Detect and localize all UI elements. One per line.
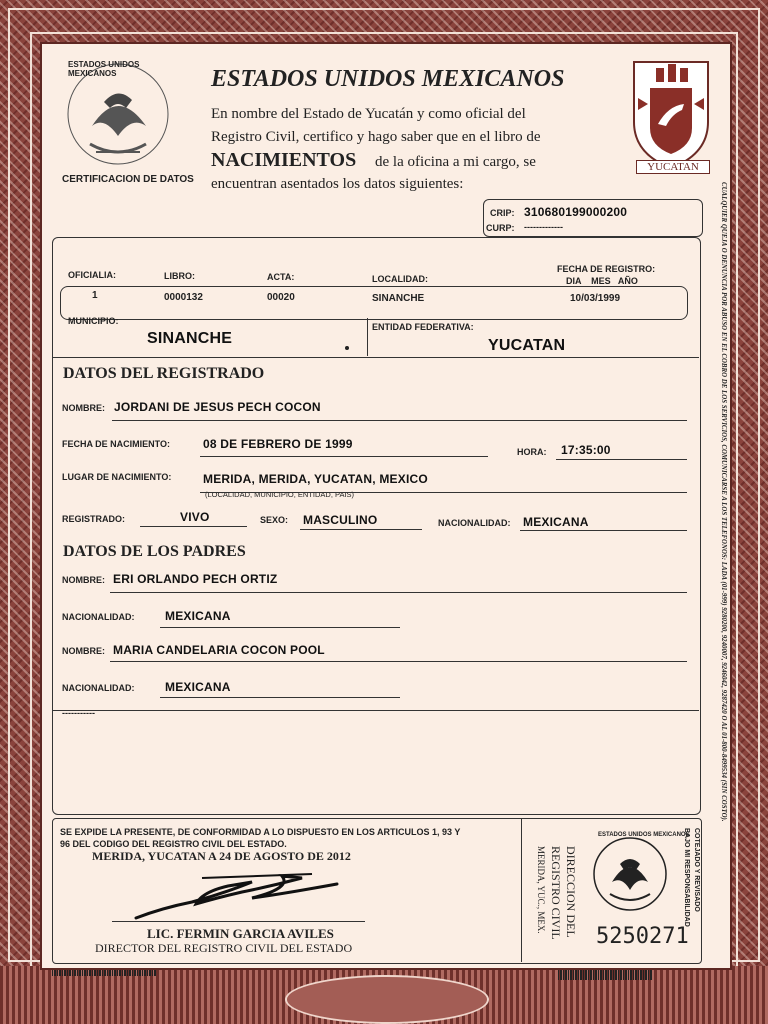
intro-line-2: Registro Civil, certifico y hago saber que en el libro de: [211, 129, 541, 145]
nacionalidad-value: MEXICANA: [523, 515, 589, 529]
madre-nombre-underline: [110, 661, 687, 662]
libro-label: LIBRO:: [164, 271, 195, 281]
entidad-label: ENTIDAD FEDERATIVA:: [372, 322, 474, 332]
sexo-label: SEXO:: [260, 515, 289, 525]
lugar-nacimiento-value: MERIDA, MERIDA, YUCATAN, MEXICO: [203, 472, 428, 486]
crip-value: 310680199000200: [524, 205, 628, 219]
padre-nacionalidad-value: MEXICANA: [165, 609, 231, 623]
signer-title: DIRECTOR DEL REGISTRO CIVIL DEL ESTADO: [95, 941, 353, 955]
padre-nombre-value: ERI ORLANDO PECH ORTIZ: [113, 572, 278, 586]
footer-seal-icon: [590, 832, 670, 916]
municipio-divider: [367, 318, 368, 356]
lugar-nacimiento-underline: [200, 492, 687, 493]
acta-value: 00020: [267, 292, 295, 303]
municipio-dot: [345, 346, 349, 350]
madre-nacionalidad-underline: [160, 697, 400, 698]
footer-seal-ring-text: ESTADOS UNIDOS MEXICANOS: [598, 832, 690, 838]
padre-nombre-label: NOMBRE:: [62, 575, 105, 585]
acta-label: ACTA:: [267, 272, 295, 282]
nombre-underline: [112, 420, 687, 421]
madre-nacionalidad-value: MEXICANA: [165, 680, 231, 694]
place-date: MERIDA, YUCATAN A 24 DE AGOSTO DE 2012: [92, 849, 351, 863]
dept-line-3: MERIDA, YUC., MEX.: [536, 846, 546, 934]
nombre-value: JORDANI DE JESUS PECH COCON: [114, 400, 321, 414]
lugar-nacimiento-hint: (LOCALIDAD, MUNICIPIO, ENTIDAD, PAIS): [205, 490, 355, 499]
certification-caption: CERTIFICACION DE DATOS: [62, 174, 194, 185]
nombre-label: NOMBRE:: [62, 403, 105, 413]
intro-line-1: En nombre del Estado de Yucatán y como oficial del: [211, 106, 526, 122]
registrado-underline: [140, 526, 247, 527]
padre-nacionalidad-label: NACIONALIDAD:: [62, 612, 135, 622]
bottom-ornament-oval: [285, 975, 489, 1024]
madre-nombre-label: NOMBRE:: [62, 646, 105, 656]
localidad-label: LOCALIDAD:: [372, 274, 428, 284]
legal-line-2: 96 DEL CODIGO DEL REGISTRO CIVIL DEL ESTADO.: [60, 839, 287, 849]
sexo-value: MASCULINO: [303, 513, 378, 527]
document-title: ESTADOS UNIDOS MEXICANOS: [211, 66, 565, 92]
footer-divider: [521, 818, 522, 962]
registrado-section-title: DATOS DEL REGISTRADO: [63, 365, 265, 382]
nacionalidad-underline: [520, 530, 687, 531]
entidad-value: YUCATAN: [488, 337, 566, 354]
localidad-value: SINANCHE: [372, 293, 425, 304]
cotejado-line-2: BAJO MI RESPONSABILIDAD: [683, 828, 690, 927]
director-signature: [132, 868, 342, 924]
municipio-label: MUNICIPIO:: [68, 316, 119, 326]
curp-label: CURP:: [486, 223, 515, 233]
hora-value: 17:35:00: [561, 443, 611, 457]
legal-line-1: SE EXPIDE LA PRESENTE, DE CONFORMIDAD A LO DISPUESTO EN LOS ARTICULOS 1, 93 Y: [60, 827, 461, 837]
signer-name: LIC. FERMIN GARCIA AVILES: [147, 926, 334, 941]
madre-nombre-value: MARIA CANDELARIA COCON POOL: [113, 643, 325, 657]
fecha-nacimiento-underline: [200, 456, 488, 457]
yucatan-shield-icon: [628, 58, 714, 176]
signature-line: [112, 921, 365, 922]
sexo-underline: [300, 529, 422, 530]
municipio-value: SINANCHE: [147, 330, 233, 347]
curp-value: -------------: [524, 222, 563, 232]
serial-number: 5250271: [596, 924, 689, 949]
lugar-nacimiento-label: LUGAR DE NACIMIENTO:: [62, 472, 172, 482]
crip-label: CRIP:: [490, 208, 515, 218]
registry-section-rule: [52, 357, 699, 358]
seal-ring-text: ESTADOS UNIDOS MEXICANOS: [68, 60, 140, 78]
book-type: NACIMIENTOS: [211, 149, 357, 171]
hora-label: HORA:: [517, 447, 547, 457]
cotejado-line-1: COTEJADO Y REVISADO: [693, 828, 700, 912]
fecha-registro-sublabel: DIA MES AÑO: [566, 276, 638, 286]
yucatan-shield-label: YUCATAN: [636, 160, 710, 174]
fecha-registro-label: FECHA DE REGISTRO:: [557, 264, 656, 274]
libro-value: 0000132: [164, 292, 203, 303]
registrado-value: VIVO: [180, 510, 210, 524]
fecha-nacimiento-label: FECHA DE NACIMIENTO:: [62, 439, 170, 449]
intro-line-4: encuentran asentados los datos siguientes:: [211, 176, 464, 192]
hora-underline: [556, 459, 687, 460]
fecha-nacimiento-value: 08 DE FEBRERO DE 1999: [203, 437, 353, 451]
padres-section-rule: [52, 710, 699, 711]
blank-dashes: -----------: [62, 708, 95, 718]
nacionalidad-label: NACIONALIDAD:: [438, 518, 511, 528]
padres-section-title: DATOS DE LOS PADRES: [63, 543, 246, 560]
fecha-registro-value: 10/03/1999: [570, 293, 621, 304]
padre-nacionalidad-underline: [160, 627, 400, 628]
padre-nombre-underline: [110, 592, 687, 593]
intro-line-3: de la oficina a mi cargo, se: [375, 154, 536, 170]
oficialia-value: 1: [92, 290, 98, 301]
complaints-margin-note: CUALQUIER QUEJA O DENUNCIA POR ABUSO EN EL COBRO DE LOS SERVICIOS, COMUNICARSE A LOS TELEFONOS: LADA (01-999) 9280200, 9240007, 9246042, 9287420 O AL 01-800-8499534 (SIN COSTO).: [720, 182, 728, 822]
madre-nacionalidad-label: NACIONALIDAD:: [62, 683, 135, 693]
dept-line-2: REGISTRO CIVIL: [549, 846, 563, 940]
dept-line-1: DIRECCION DEL: [564, 846, 578, 938]
registrado-label: REGISTRADO:: [62, 514, 125, 524]
oficialia-label: OFICIALIA:: [68, 270, 116, 280]
